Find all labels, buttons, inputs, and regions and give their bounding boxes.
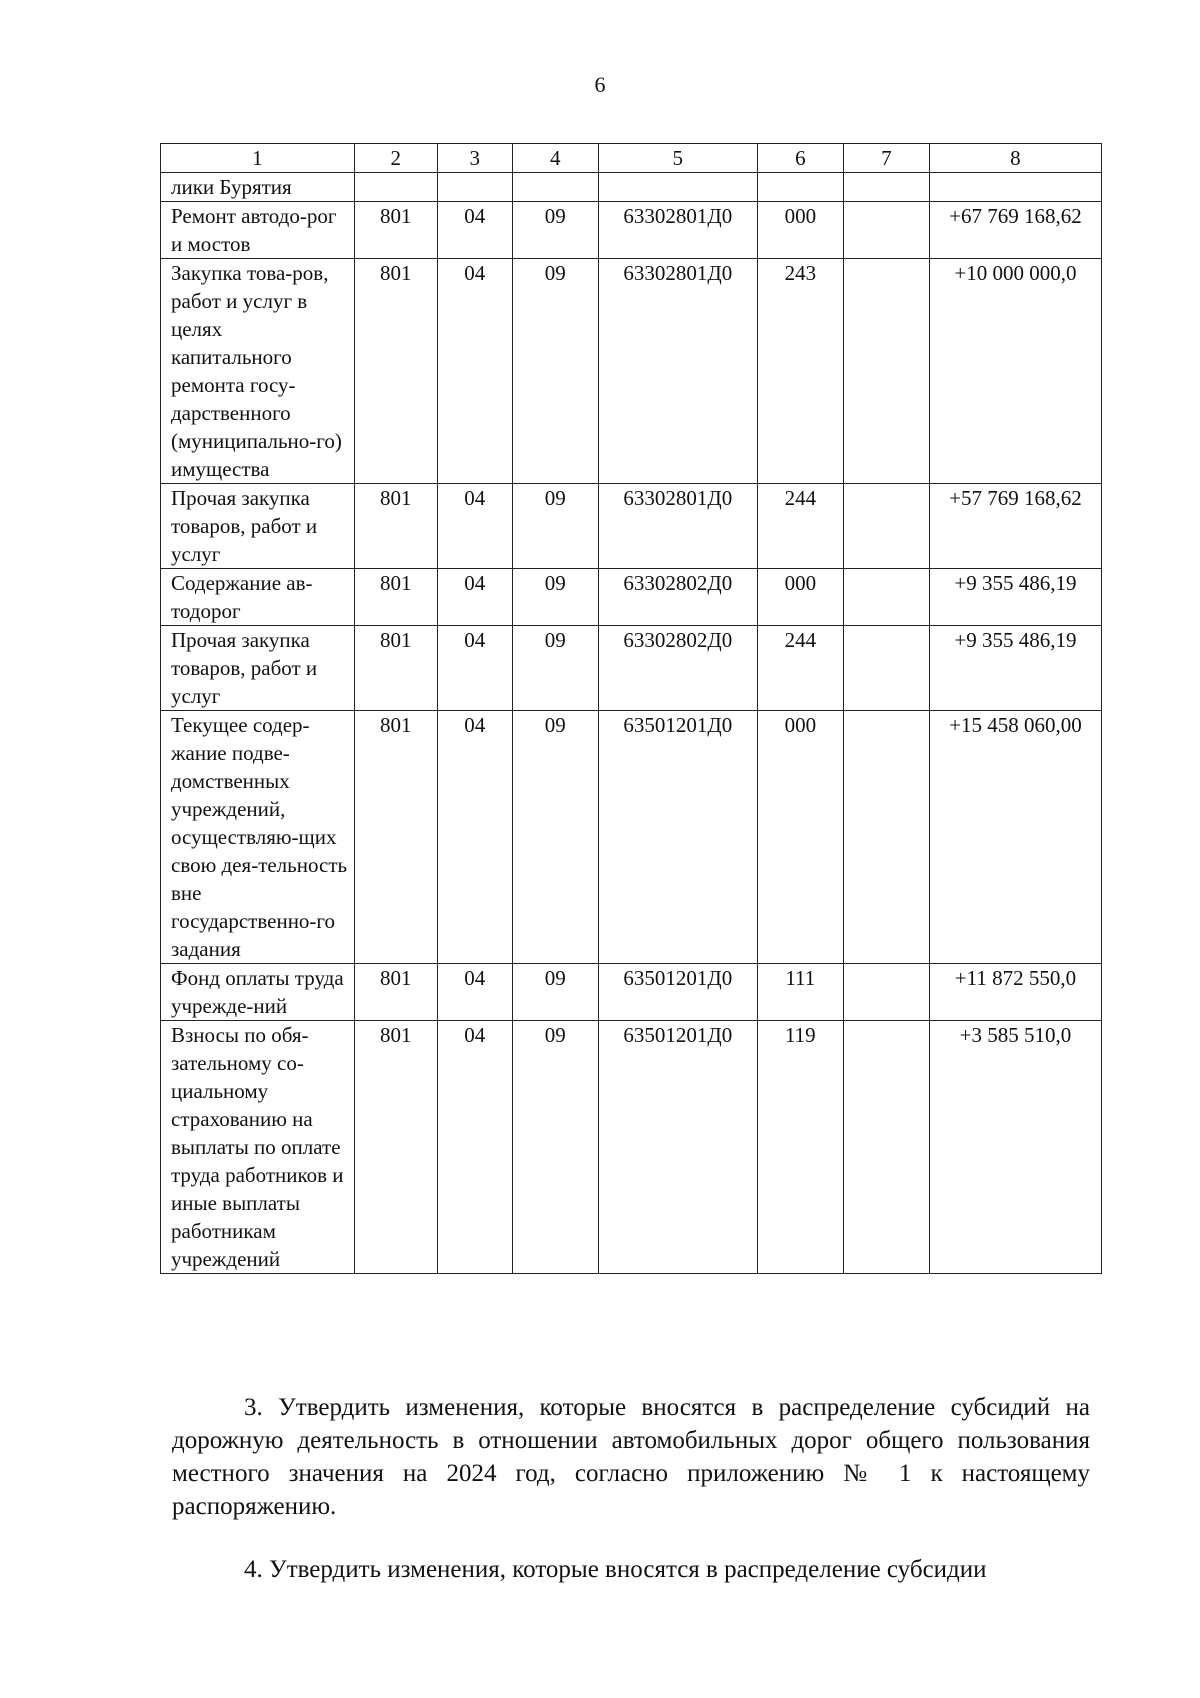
- ministry-code-cell: 801: [354, 259, 437, 484]
- ministry-code-cell: 801: [354, 1021, 437, 1274]
- expense-type-cell: 000: [757, 202, 843, 259]
- column-header: 3: [437, 144, 512, 173]
- column-header: 5: [598, 144, 757, 173]
- expense-type-cell: 243: [757, 259, 843, 484]
- ministry-code-cell: [354, 173, 437, 202]
- column-header: 1: [161, 144, 355, 173]
- column7-cell: [843, 964, 929, 1021]
- section-cell: 04: [437, 259, 512, 484]
- amount-cell: [929, 173, 1101, 202]
- column7-cell: [843, 626, 929, 711]
- ministry-code-cell: 801: [354, 202, 437, 259]
- subsection-cell: 09: [512, 484, 598, 569]
- target-article-cell: 63302802Д0: [598, 569, 757, 626]
- subsection-cell: 09: [512, 569, 598, 626]
- table-row: [161, 202, 1102, 259]
- subsection-cell: [512, 173, 598, 202]
- table-row: [161, 626, 1102, 711]
- column-header: 4: [512, 144, 598, 173]
- table-header-row: [161, 144, 1102, 173]
- item-name-cell: Содержание ав-тодорог: [161, 569, 355, 626]
- target-article-cell: 63501201Д0: [598, 1021, 757, 1274]
- item-name-cell: Закупка това-ров, работ и услуг в целях капитального ремонта госу-дарственного (муниципально-го) имущества: [161, 259, 355, 484]
- expense-type-cell: 000: [757, 711, 843, 964]
- section-cell: 04: [437, 711, 512, 964]
- ministry-code-cell: 801: [354, 964, 437, 1021]
- subsection-cell: 09: [512, 626, 598, 711]
- item-name-cell: Взносы по обя-зательному со-циальному страхованию на выплаты по оплате труда работников и иные выплаты работникам учреждений: [161, 1021, 355, 1274]
- column7-cell: [843, 484, 929, 569]
- ministry-code-cell: 801: [354, 626, 437, 711]
- expense-type-cell: [757, 173, 843, 202]
- target-article-cell: 63302801Д0: [598, 259, 757, 484]
- section-cell: 04: [437, 626, 512, 711]
- table-row: [161, 711, 1102, 964]
- amount-cell: +11 872 550,0: [929, 964, 1101, 1021]
- subsection-cell: 09: [512, 202, 598, 259]
- expense-type-cell: 000: [757, 569, 843, 626]
- expense-type-cell: 244: [757, 484, 843, 569]
- ministry-code-cell: 801: [354, 569, 437, 626]
- item-name-cell: Фонд оплаты труда учрежде-ний: [161, 964, 355, 1021]
- target-article-cell: 63302802Д0: [598, 626, 757, 711]
- target-article-cell: 63302801Д0: [598, 202, 757, 259]
- column7-cell: [843, 173, 929, 202]
- column-header: 6: [757, 144, 843, 173]
- amount-cell: +9 355 486,19: [929, 569, 1101, 626]
- amount-cell: +9 355 486,19: [929, 626, 1101, 711]
- budget-changes-table: [160, 143, 1102, 1274]
- amount-cell: +57 769 168,62: [929, 484, 1101, 569]
- table-row: [161, 569, 1102, 626]
- section-cell: [437, 173, 512, 202]
- ministry-code-cell: 801: [354, 484, 437, 569]
- subsection-cell: 09: [512, 711, 598, 964]
- column7-cell: [843, 259, 929, 484]
- item-name-cell: Прочая закупка товаров, работ и услуг: [161, 626, 355, 711]
- amount-cell: +10 000 000,0: [929, 259, 1101, 484]
- column7-cell: [843, 1021, 929, 1274]
- ministry-code-cell: 801: [354, 711, 437, 964]
- table-row: [161, 484, 1102, 569]
- section-cell: 04: [437, 484, 512, 569]
- item-name-cell: лики Бурятия: [161, 173, 355, 202]
- subsection-cell: 09: [512, 964, 598, 1021]
- table-row: [161, 259, 1102, 484]
- column-header: 8: [929, 144, 1101, 173]
- target-article-cell: 63501201Д0: [598, 711, 757, 964]
- item-name-cell: Прочая закупка товаров, работ и услуг: [161, 484, 355, 569]
- section-cell: 04: [437, 202, 512, 259]
- target-article-cell: [598, 173, 757, 202]
- expense-type-cell: 244: [757, 626, 843, 711]
- amount-cell: +3 585 510,0: [929, 1021, 1101, 1274]
- table-row: [161, 1021, 1102, 1274]
- page-number: 6: [594, 72, 606, 97]
- section-cell: 04: [437, 964, 512, 1021]
- target-article-cell: 63302801Д0: [598, 484, 757, 569]
- expense-type-cell: 111: [757, 964, 843, 1021]
- amount-cell: +15 458 060,00: [929, 711, 1101, 964]
- column7-cell: [843, 711, 929, 964]
- target-article-cell: 63501201Д0: [598, 964, 757, 1021]
- column7-cell: [843, 202, 929, 259]
- expense-type-cell: 119: [757, 1021, 843, 1274]
- subsection-cell: 09: [512, 259, 598, 484]
- paragraph-4: 4. Утвердить изменения, которые вносятся в распределение субсидии: [244, 1556, 987, 1583]
- item-name-cell: Текущее содер-жание подве-домственных учреждений, осуществляю-щих свою дея-тельность вне государственно-го задания: [161, 711, 355, 964]
- column-header: 2: [354, 144, 437, 173]
- amount-cell: +67 769 168,62: [929, 202, 1101, 259]
- subsection-cell: 09: [512, 1021, 598, 1274]
- section-cell: 04: [437, 569, 512, 626]
- table-row: [161, 173, 1102, 202]
- item-name-cell: Ремонт автодо-рог и мостов: [161, 202, 355, 259]
- column-header: 7: [843, 144, 929, 173]
- section-cell: 04: [437, 1021, 512, 1274]
- column7-cell: [843, 569, 929, 626]
- paragraph-3: 3. Утвердить изменения, которые вносятся в распределение субсидий на дорожную деятельность в отношении автомобильных дорог общего пользования местного значения на 2024 год, согласно приложению № 1 к настоящему распоряжению.: [172, 1394, 1090, 1520]
- table-row: [161, 964, 1102, 1021]
